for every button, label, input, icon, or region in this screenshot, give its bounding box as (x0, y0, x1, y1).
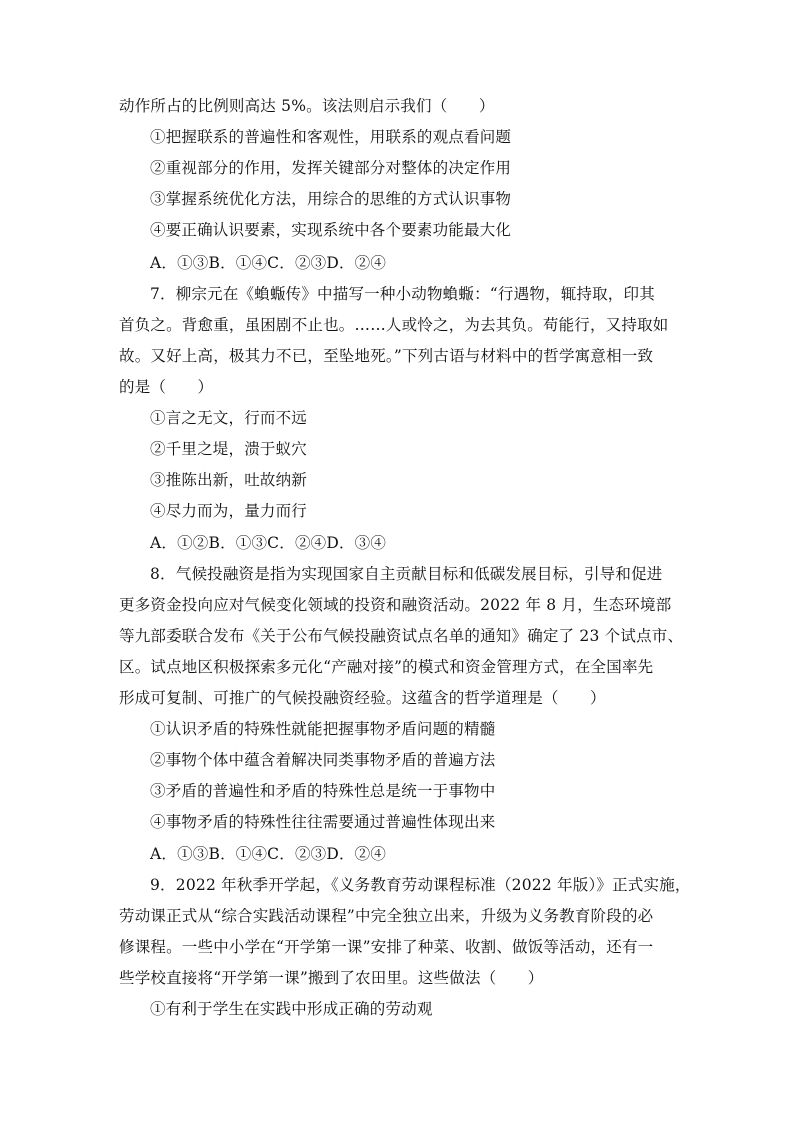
answer-choices: A．①③B．①④C．②③D．②④ (150, 845, 387, 863)
answer-choices: A．①③B．①④C．②③D．②④ (150, 254, 387, 272)
text-line: 区。试点地区积极探索多元化“产融对接”的模式和资金管理方式，在全国率先 (119, 658, 654, 676)
option-line: ②千里之堤，溃于蚁穴 (150, 440, 308, 458)
option-line: ③掌握系统优化方法，用综合的思维的方式认识事物 (150, 190, 512, 208)
text-line: 更多资金投向应对气候变化领域的投资和融资活动。2022 年 8 月，生态环境部 (119, 596, 672, 614)
answer-choices: A．①②B．①③C．②④D．③④ (150, 534, 387, 552)
question-8: 8．气候投融资是指为实现国家自主贡献目标和低碳发展目标，引导和促进 (150, 565, 663, 583)
option-line: ④尽力而为，量力而行 (150, 502, 308, 520)
text-line: 等九部委联合发布《关于公布气候投融资试点名单的通知》确定了 23 个试点市、 (119, 627, 684, 645)
option-line: ③矛盾的普遍性和矛盾的特殊性总是统一于事物中 (150, 782, 496, 800)
text-line: 劳动课正式从“综合实践活动课程”中完全独立出来，升级为义务教育阶段的必 (119, 907, 654, 925)
option-line: ③推陈出新，吐故纳新 (150, 471, 308, 489)
text-line: 动作所占的比例则高达 5%。该法则启示我们（ ） (119, 97, 495, 115)
option-line: ④事物矛盾的特殊性往往需要通过普遍性体现出来 (150, 813, 496, 831)
text-line: 首负之。背愈重，虽困剧不止也。……人或怜之，为去其负。苟能行，又持取如 (119, 316, 669, 334)
option-line: ②重视部分的作用，发挥关键部分对整体的决定作用 (150, 159, 512, 177)
text-line: 些学校直接将“开学第一课”搬到了农田里。这些做法（ ） (119, 969, 544, 987)
question-9: 9．2022 年秋季开学起，《义务教育劳动课程标准（2022 年版）》正式实施， (150, 876, 691, 894)
option-line: ④要正确认识要素，实现系统中各个要素功能最大化 (150, 221, 512, 239)
option-line: ①认识矛盾的特殊性就能把握事物矛盾问题的精髓 (150, 720, 496, 738)
text-line: 形成可复制、可推广的气候投融资经验。这蕴含的哲学道理是（ ） (119, 689, 606, 707)
option-line: ①有利于学生在实践中形成正确的劳动观 (150, 1000, 433, 1018)
text-line: 修课程。一些中小学在“开学第一课”安排了种菜、收割、做饭等活动，还有一 (119, 938, 654, 956)
question-7: 7．柳宗元在《蝜蝂传》中描写一种小动物蝜蝂：“行遇物，辄持取，印其 (150, 285, 655, 303)
option-line: ①言之无文，行而不远 (150, 409, 308, 427)
option-line: ②事物个体中蕴含着解决同类事物矛盾的普遍方法 (150, 751, 496, 769)
text-line: 的是（ ） (119, 378, 214, 396)
option-line: ①把握联系的普遍性和客观性，用联系的观点看问题 (150, 128, 512, 146)
text-line: 故。又好上高，极其力不已，至坠地死。”下列古语与材料中的哲学寓意相一致 (119, 347, 654, 365)
